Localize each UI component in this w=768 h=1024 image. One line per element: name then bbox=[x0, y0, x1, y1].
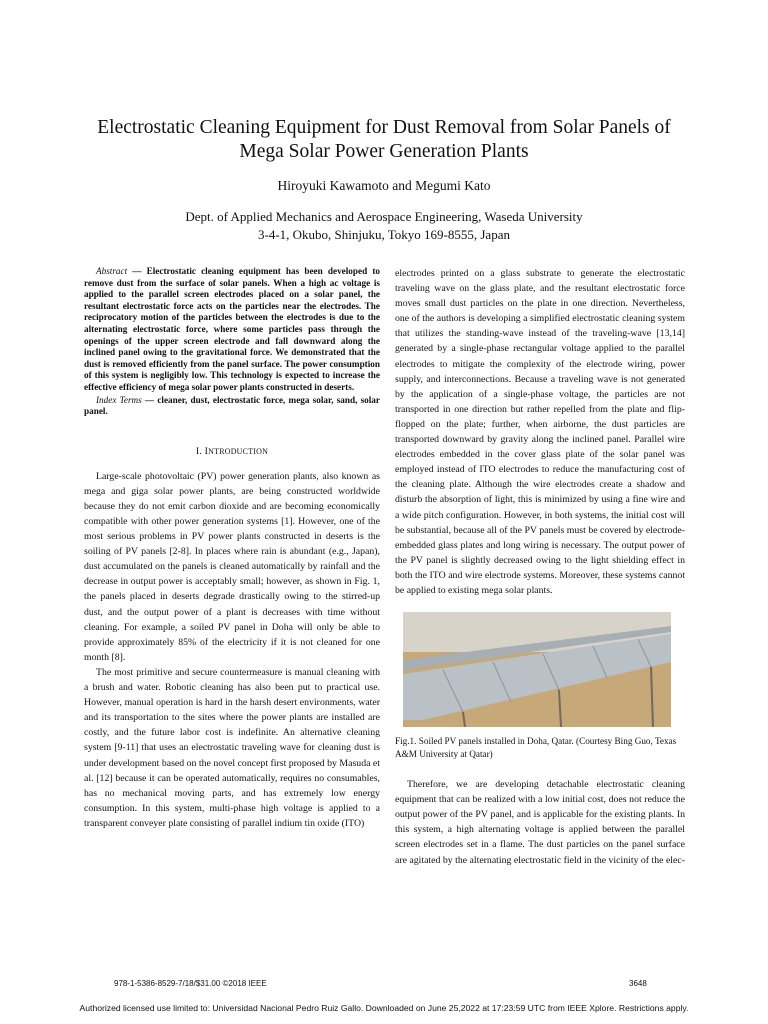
abstract-text: — Electrostatic cleaning equipment has been developed to remove dust from the surface of solar panels. When a high ac voltage is applied to the parallel screen electrodes placed on a solar panel, the resultant electrostatic force acts on the particles near the electrodes. The reciprocatory motion of the particles between the electrodes is due to the alternating electrostatic force, where some particles pass through the openings of the upper screen electrode and fall downward along the inclined panel owing to the gravitational force. We demonstrated that the dust is removed efficiently from the panel surface. The power consumption of this system is negligibly low. This technology is expected to increase the effective efficiency of mega solar power plants constructed in deserts. bbox=[84, 266, 380, 392]
index-terms bbox=[84, 395, 380, 418]
index-terms-text: — cleaner, dust, electrostatic force, mega solar, sand, solar panel. bbox=[84, 394, 380, 417]
intro-paragraph-1: Large-scale photovoltaic (PV) power generation plants, also known as mega and giga solar power plants, are being constructed worldwide because they do not emit carbon dioxide and are becoming economically compatible with other power generation systems [1]. However, one of the most serious problems in PV power plants constructed in deserts is the soiling of PV panels [2-8]. In places where rain is abundant (e.g., Japan), dust accumulated on the panels is cleaned automatically by rainfall and the decrease in output power is acceptably small; however, as shown in Fig. 1, the panels placed in deserts degrade drastically owing to the stirred-up dust, and the output power of a plant is decreases with time without cleaning. For example, a soiled PV panel in Doha will only be able to provide approximately 85% of the electricity if it is not cleaned for one month [8]. bbox=[84, 470, 380, 663]
figure-1-caption: Fig.1. Soiled PV panels installed in Doha, Qatar. (Courtesy Bing Guo, Texas A&M University at Qatar) bbox=[395, 736, 677, 760]
section-heading-introduction bbox=[84, 446, 380, 457]
isbn-footer: 978-1-5386-8529-7/18/$31.00 ©2018 IEEE bbox=[114, 979, 267, 988]
paper-title: Electrostatic Cleaning Equipment for Dust Removal from Solar Panels of Mega Solar Power Generation Plants bbox=[97, 117, 671, 162]
license-notice: Authorized licensed use limited to: Universidad Nacional Pedro Ruiz Gallo. Downloaded on June 25,2022 at 17:23:59 UTC from IEEE Xplore. Restrictions apply. bbox=[79, 1003, 689, 1013]
intro-paragraph-3: electrodes printed on a glass substrate to generate the electrostatic traveling wave on the glass plate, and the resultant electrostatic force moves small dust particles on the plate in one direction. Nevertheless, one of the authors is developing a simplified electrostatic cleaning system that utilizes the standing-wave instead of the traveling-wave [13,14] generated by a single-phase rectangular voltage applied to the parallel electrodes to mitigate the complexity of the electrode wiring, power supply, and interconnections. Because a traveling wave is not generated by the application of a single-phase voltage, the particles are not transported in one direction but rather repelled from the plate and flip-flopped on the plate; further, when airborne, the dust particles are transported downward by gravity along the inclined panel. Parallel wire electrodes embedded in the cover glass plate of the solar panel was employed instead of ITO electrodes to reduce the manufacturing cost of the cleaning plate. Although the wire electrodes create a shadow and disturb the absorption of light, this is minimized by using a fine wire and a wide pitch configuration. However, in both systems, the initial cost will be substantial, because all of the PV panels must be covered by electrode-embedded glass plates and long wiring is necessary. The output power of the PV panel is slightly decreased owing to the light shielding effect in both the ITO and wire electrode systems. Moreover, these systems cannot be applied to existing mega solar plants. bbox=[395, 268, 685, 596]
page-number: 3648 bbox=[629, 979, 647, 988]
intro-paragraph-2: The most primitive and secure countermeasure is manual cleaning with a brush and water. Robotic cleaning has also been put to practical use. However, manual operation is hard in the harsh desert environments, water and its transportation to the sites where the power plants are installed are costly, and the future labor cost is indefinite. An alternative cleaning system [9-11] that uses an electrostatic traveling wave for cleaning dust is under development based on the novel concept first proposed by Masuda et al. [12] because it can be operated automatically, requires no consumables, has no mechanical moving parts, and has extremely low energy consumption. In this system, multi-phase high voltage is applied to a transparent conveyer plate consisting of parallel indium tin oxide (ITO) bbox=[84, 666, 380, 829]
author-list: Hiroyuki Kawamoto and Megumi Kato bbox=[277, 178, 491, 193]
affiliation-line-2: 3-4-1, Okubo, Shinjuku, Tokyo 169-8555, Japan bbox=[258, 227, 510, 242]
section-numeral: I. I bbox=[195, 445, 209, 457]
right-column bbox=[395, 266, 685, 868]
affiliation bbox=[90, 208, 678, 244]
left-column bbox=[84, 266, 380, 831]
figure-1-photo bbox=[403, 612, 671, 727]
soiled-pv-panels-image bbox=[403, 612, 671, 727]
section-title-rest: NTRODUCTION bbox=[208, 446, 269, 456]
abstract bbox=[84, 266, 380, 394]
abstract-label: Abstract bbox=[96, 266, 128, 276]
affiliation-line-1: Dept. of Applied Mechanics and Aerospace Engineering, Waseda University bbox=[185, 209, 583, 224]
intro-paragraph-4: Therefore, we are developing detachable electrostatic cleaning equipment that can be realized with a low initial cost, does not reduce the output power of the PV panel, and is applicable for the existing plants. In this system, a high alternating voltage is applied between the parallel screen electrodes set in a flame. The dust particles on the panel surface are agitated by the alternating electrostatic field in the vicinity of the elec- bbox=[395, 779, 685, 866]
index-terms-label: Index Terms bbox=[96, 394, 142, 405]
